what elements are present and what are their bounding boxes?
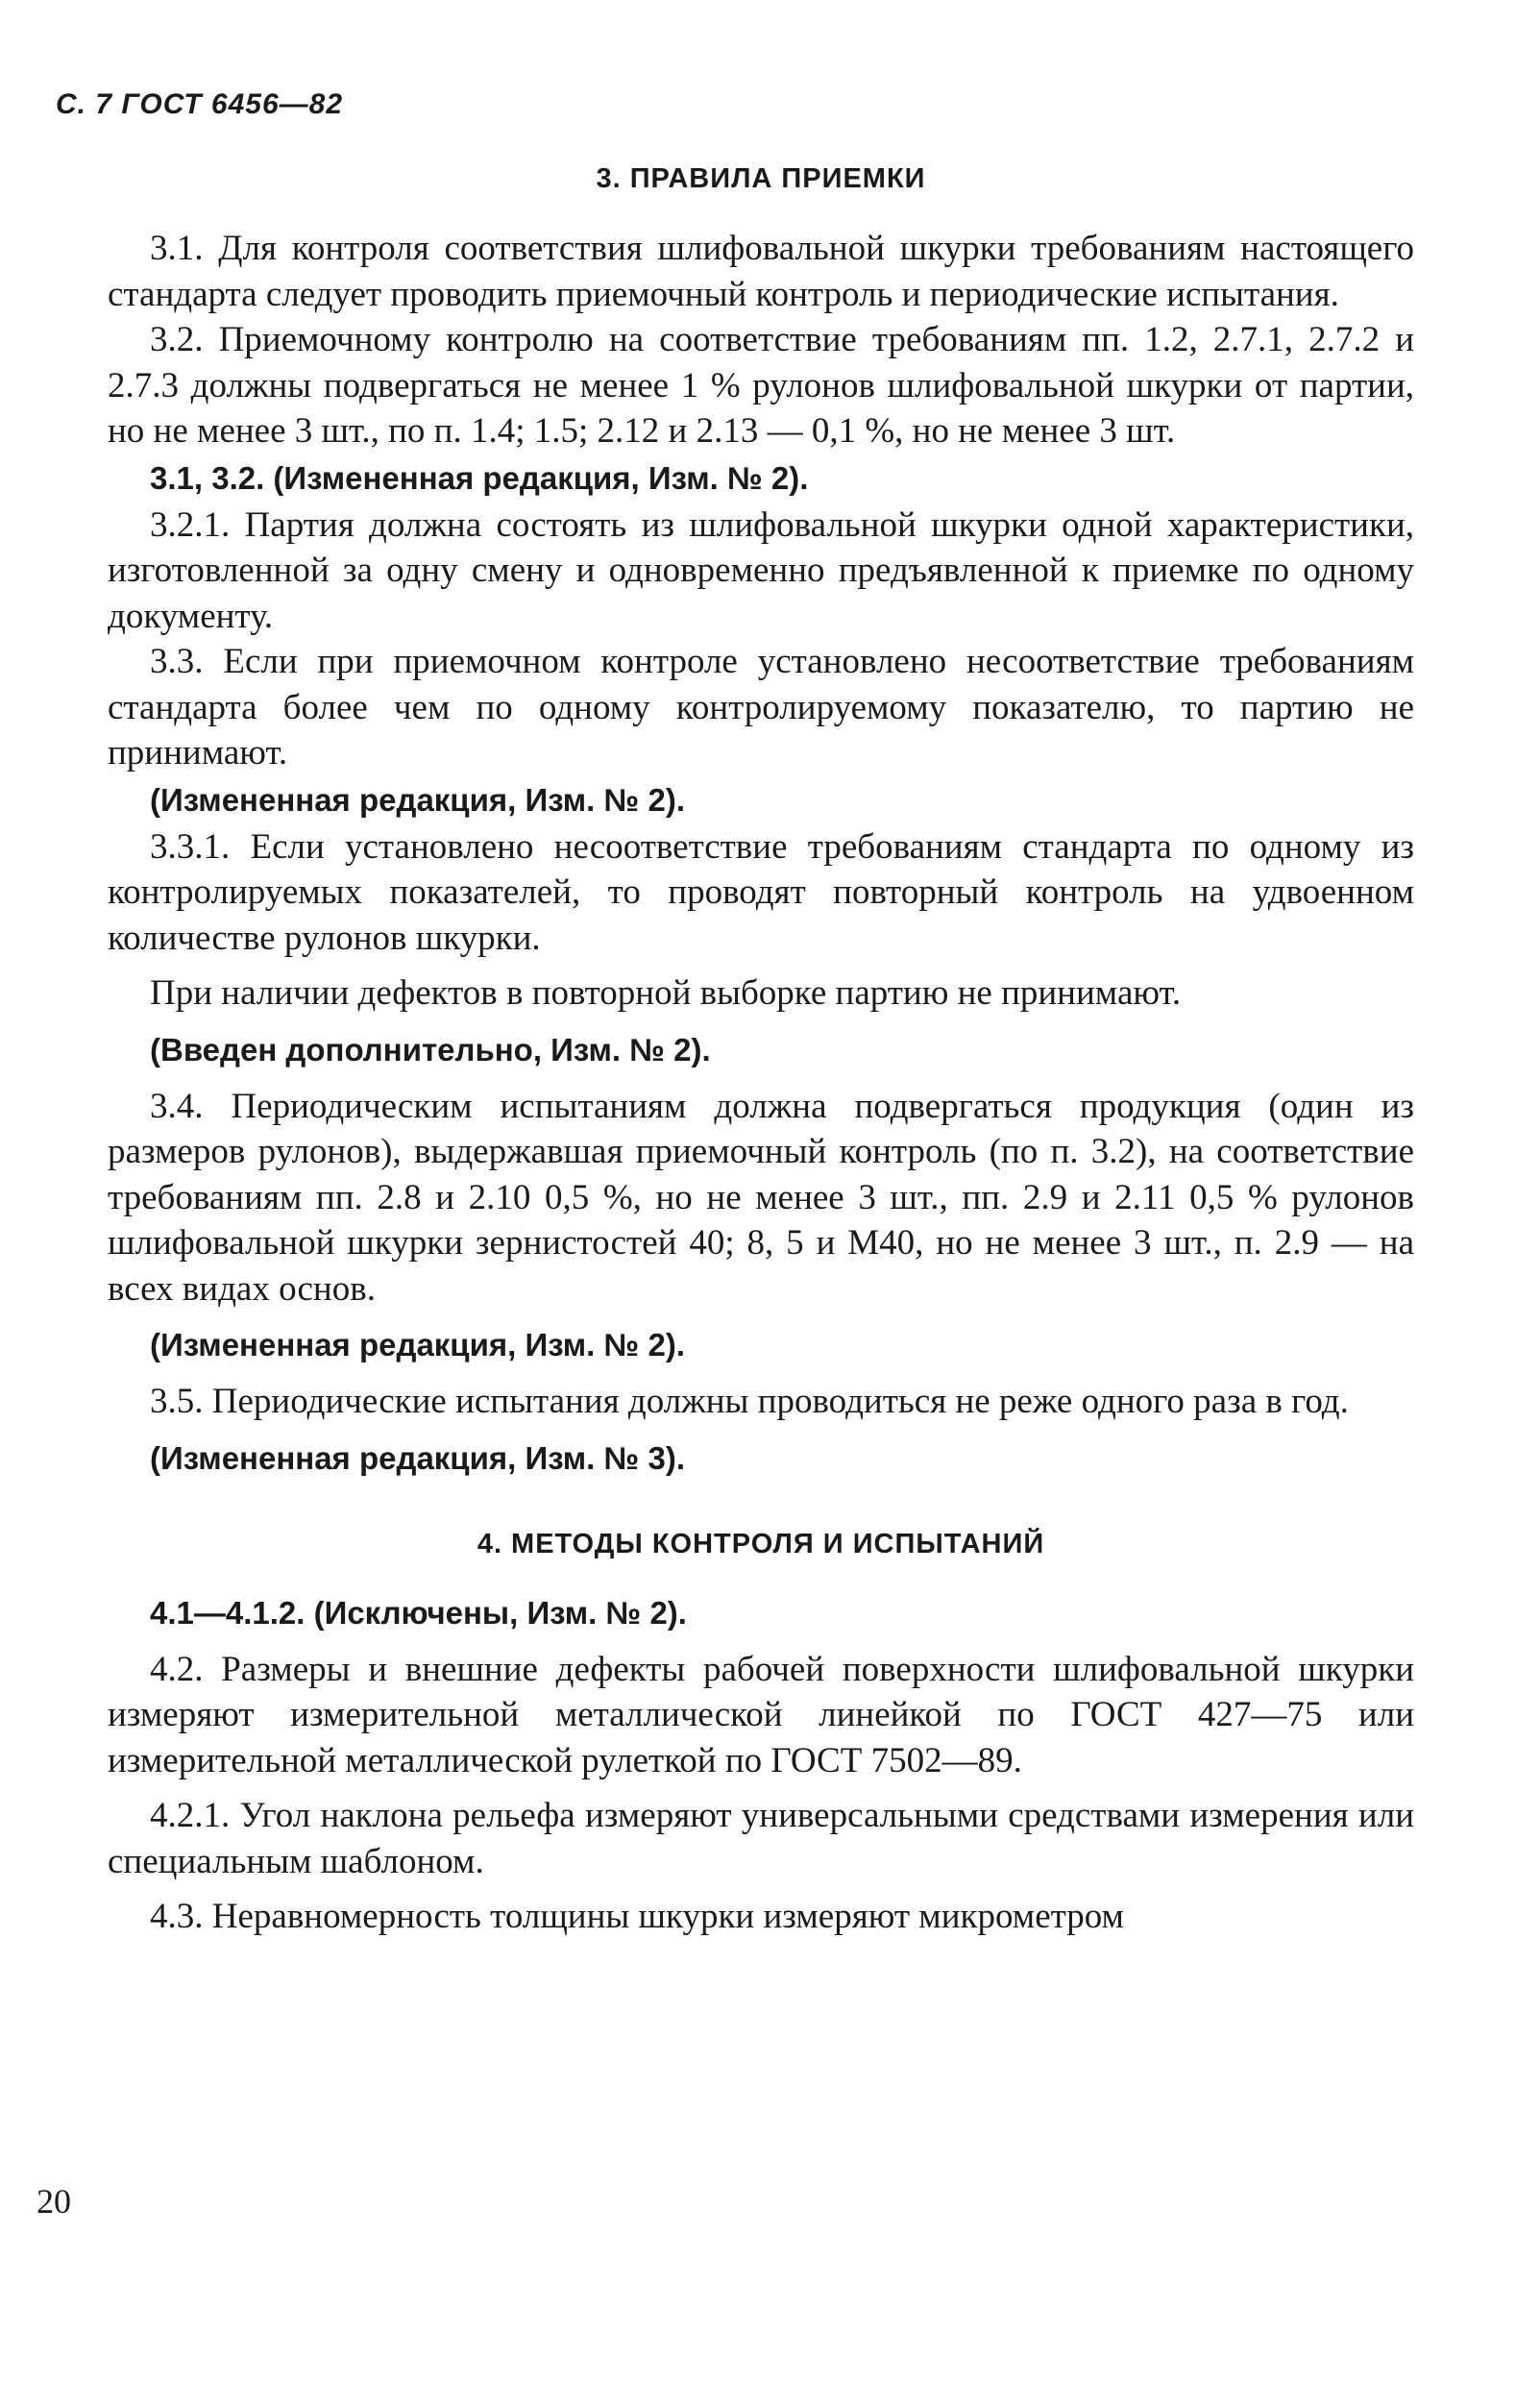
document-body bbox=[108, 163, 1414, 1940]
paragraph-4-2: 4.2. Размеры и внешние дефекты рабочей поверхности шлифовальной шкурки измеряют измерительной металлической линейкой по ГОСТ 427—75 или измерительной металлической рулеткой по ГОСТ 7502—89. bbox=[108, 1649, 1414, 1780]
amendment-note: (Измененная редакция, Изм. № 2). bbox=[150, 781, 685, 818]
paragraph-3-2: 3.2. Приемочному контролю на соответствие требованиям пп. 1.2, 2.7.1, 2.7.2 и 2.7.3 должны подвергаться не менее 1 % рулонов шлифовальной шкурки от партии, но не менее 3 шт., по п. 1.4; 1.5; 2.12 и 2.13 — 0,1 %, но не менее 3 шт. bbox=[108, 320, 1414, 451]
amendment-note: (Измененная редакция, Изм. № 3). bbox=[150, 1439, 685, 1476]
page-number: 20 bbox=[37, 2182, 71, 2221]
paragraph-3-5: 3.5. Периодические испытания должны проводиться не реже одного раза в год. bbox=[150, 1382, 1349, 1421]
paragraph-3-3-1-cont: При наличии дефектов в повторной выборке партию не принимают. bbox=[150, 973, 1182, 1013]
paragraph-3-1: 3.1. Для контроля соответствия шлифовальной шкурки требованиям настоящего стандарта следует проводить приемочный контроль и периодические испытания. bbox=[108, 229, 1414, 314]
paragraph-3-3-1: 3.3.1. Если установлено несоответствие требованиям стандарта по одному из контролируемых показателей, то проводят повторный контроль на удвоенном количестве рулонов шкурки. bbox=[108, 826, 1414, 958]
paragraph-3-4: 3.4. Периодическим испытаниям должна подвергаться продукция (один из размеров рулонов), выдержавшая приемочный контроль (по п. 3.2), на соответствие требованиям пп. 2.8 и 2.10 0,5 %, но не менее 3 шт., пп. 2.9 и 2.11 0,5 % рулонов шлифовальной шкурки зернистостей 40; 8, 5 и М40, но не менее 3 шт., п. 2.9 — на всех видах основ. bbox=[108, 1086, 1414, 1309]
amendment-note: 4.1—4.1.2. (Исключены, Изм. № 2). bbox=[150, 1594, 687, 1631]
paragraph-3-2-1: 3.2.1. Партия должна состоять из шлифовальной шкурки одной характеристики, изготовленной за одну смену и одновременно предъявленной к приемке по одному документу. bbox=[108, 504, 1414, 636]
section-3-title: 3. ПРАВИЛА ПРИЕМКИ bbox=[596, 163, 926, 194]
paragraph-3-3: 3.3. Если при приемочном контроле установлено несоответствие требованиям стандарта более чем по одному контролируемому показателю, то партию не принимают. bbox=[108, 642, 1414, 773]
amendment-note: (Измененная редакция, Изм. № 2). bbox=[150, 1327, 685, 1362]
section-4-title: 4. МЕТОДЫ КОНТРОЛЯ И ИСПЫТАНИЙ bbox=[477, 1528, 1045, 1559]
paragraph-4-2-1: 4.2.1. Угол наклона рельефа измеряют универсальными средствами измерения или специальным шаблоном. bbox=[108, 1796, 1414, 1881]
page-header: С. 7 ГОСТ 6456—82 bbox=[56, 88, 343, 120]
amendment-note: (Введен дополнительно, Изм. № 2). bbox=[150, 1031, 711, 1068]
paragraph-4-3: 4.3. Неравномерность толщины шкурки измеряют микрометром bbox=[150, 1897, 1124, 1936]
amendment-note: 3.1, 3.2. (Измененная редакция, Изм. № 2). bbox=[150, 459, 809, 496]
